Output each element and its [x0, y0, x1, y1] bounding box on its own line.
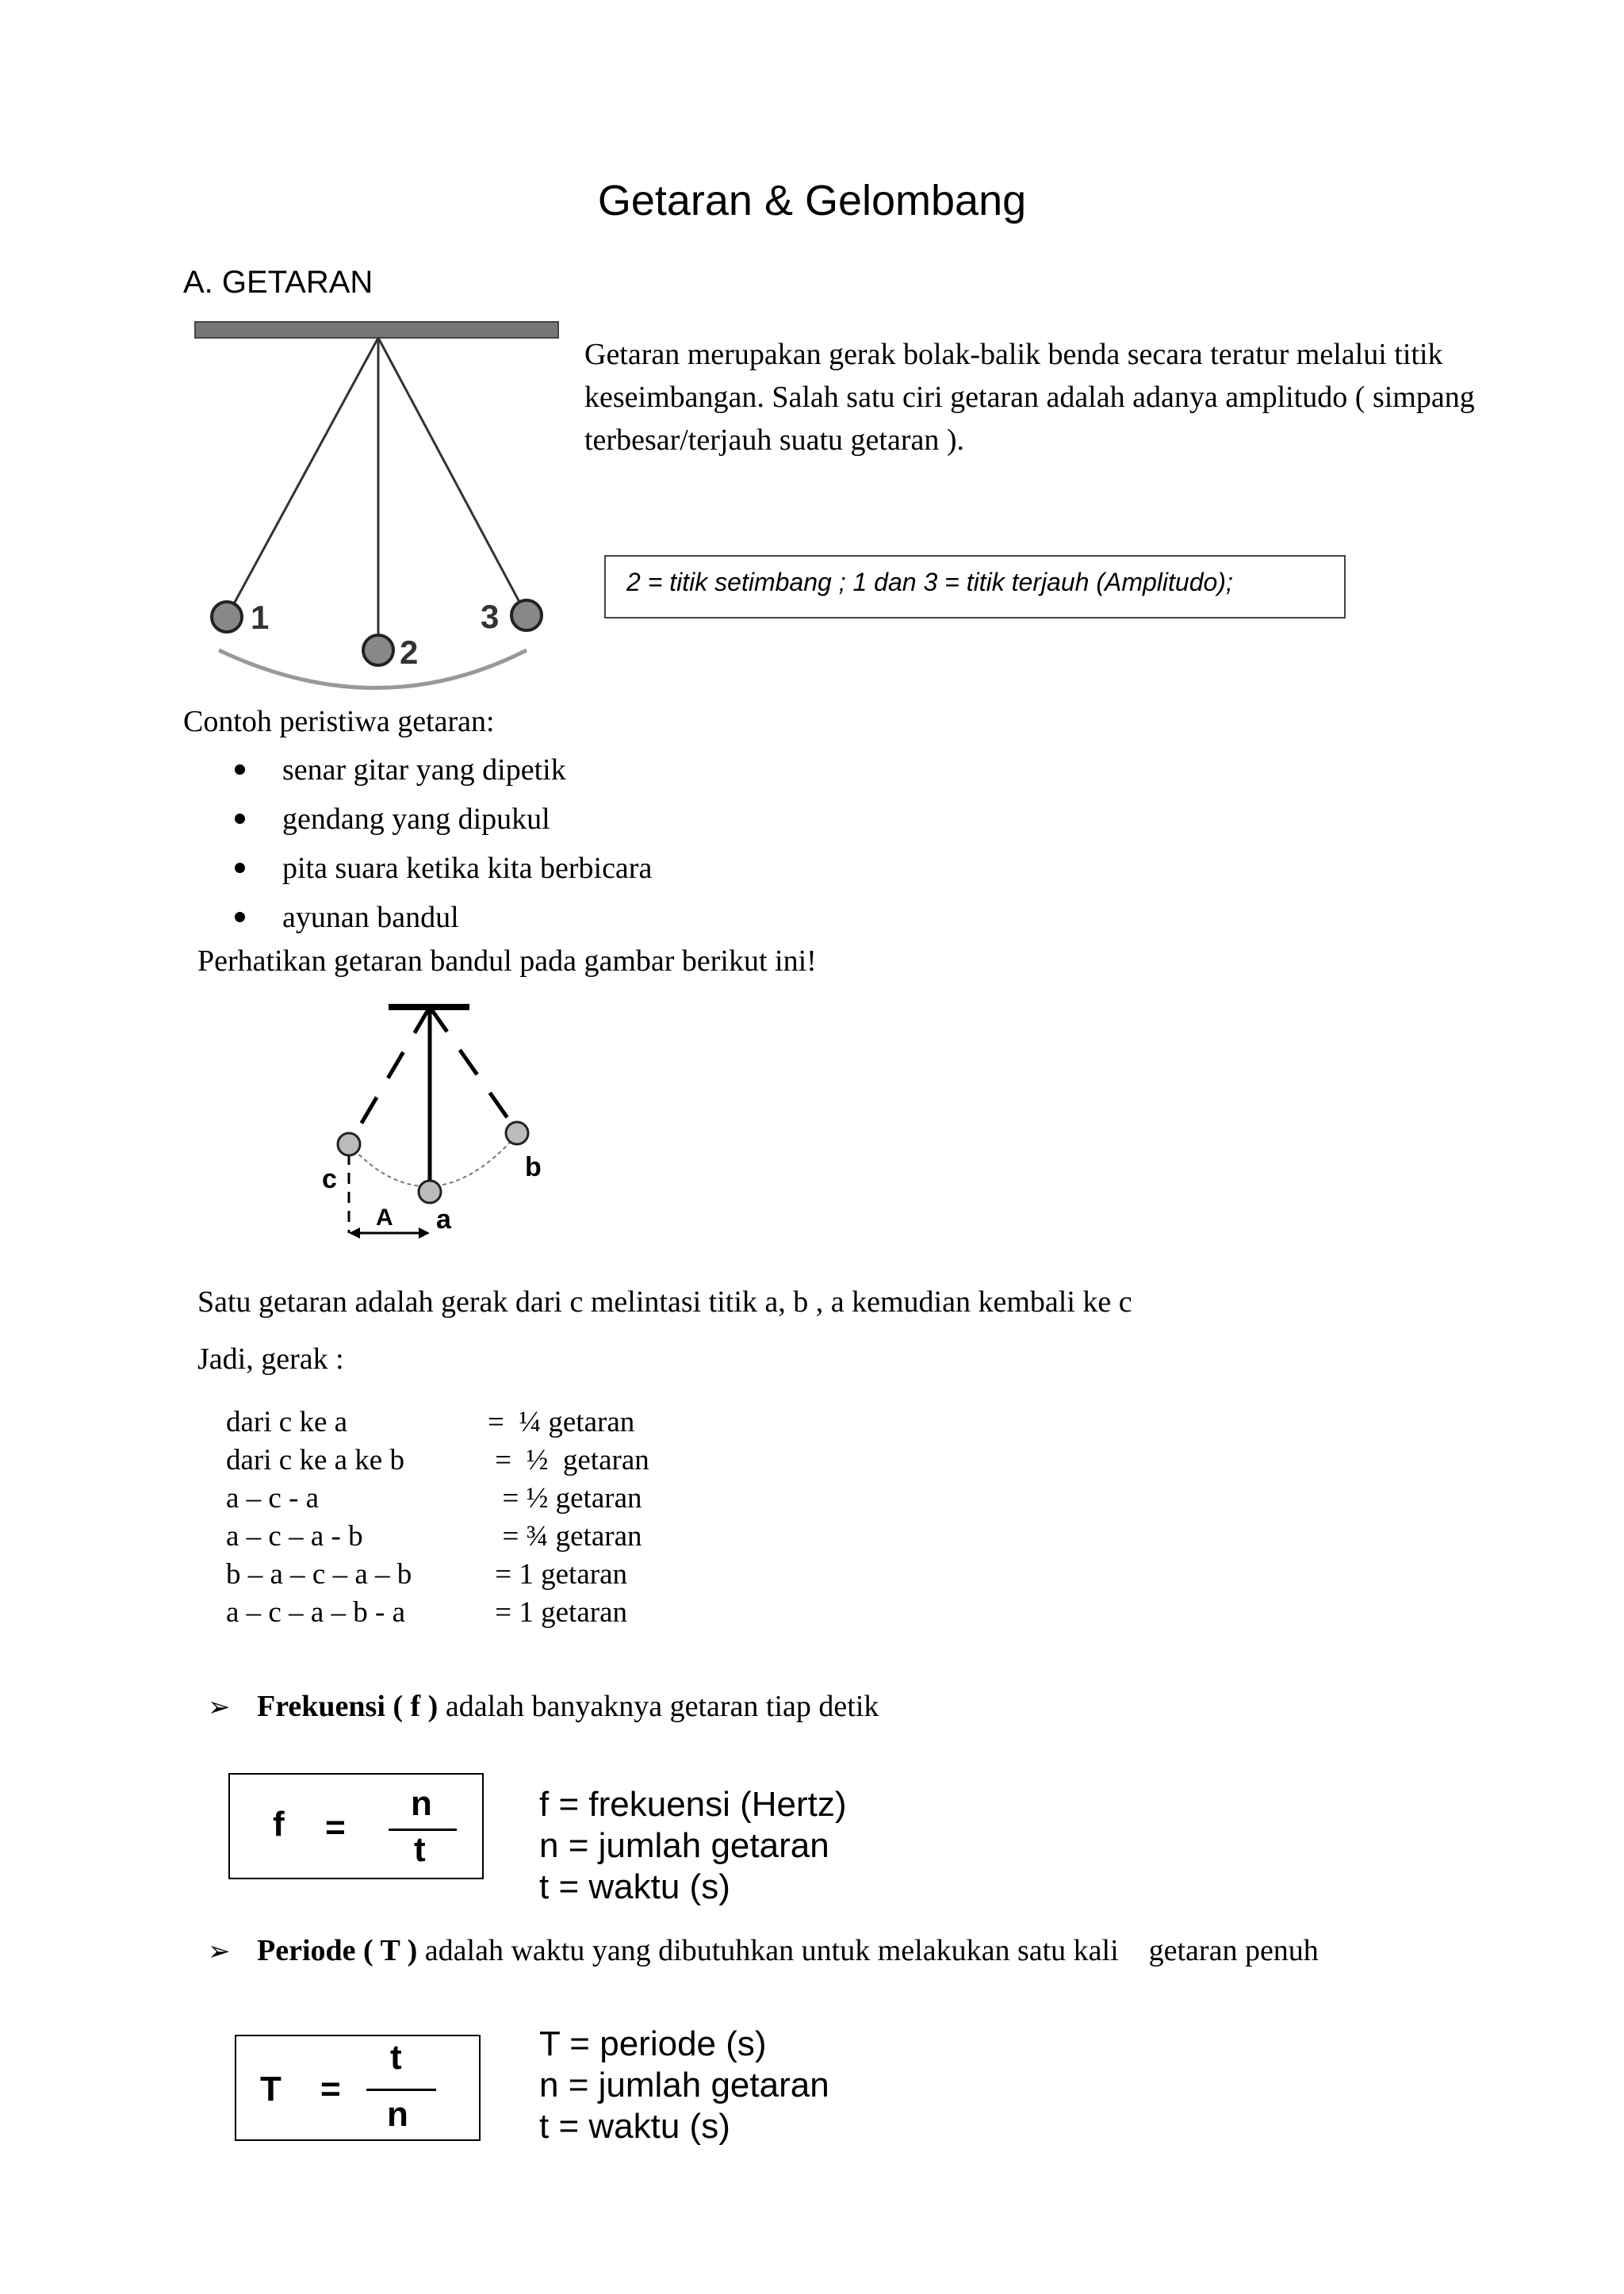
table-row: dari c ke a ke b = ½ getaran [226, 1444, 649, 1476]
pendulum-bob-1 [212, 602, 242, 632]
period-definition: ➢ Periode ( T ) adalah waktu yang dibutuhkan untuk melakukan satu kali getaran penuh [208, 1934, 1319, 1967]
pendulum-label-3: 3 [481, 598, 500, 635]
table-row: b – a – c – a – b = 1 getaran [226, 1558, 627, 1591]
formula-equals: = [320, 2070, 341, 2108]
frequency-term: Frekuensi ( f ) [257, 1690, 439, 1723]
bob-a [419, 1181, 441, 1203]
legend-line: n = jumlah getaran [539, 1826, 829, 1865]
formula-numerator: n [411, 1784, 432, 1823]
pendulum-support-bar [195, 322, 558, 338]
pendulum-abc-arc [349, 1135, 517, 1186]
formula-lhs: T [260, 2070, 282, 2108]
period-legend [539, 2024, 829, 2147]
legend-line: n = jumlah getaran [539, 2066, 829, 2104]
table-row: dari c ke a = ¼ getaran [226, 1406, 635, 1438]
label-amplitude: A [376, 1204, 393, 1231]
motion-table [226, 1404, 649, 1632]
legend-line: t = waktu (s) [539, 1867, 730, 1906]
bob-b [506, 1122, 528, 1144]
pendulum-abc-diagram [309, 995, 579, 1257]
list-item: senar gitar yang dipetik [228, 745, 652, 795]
formula-numerator: t [390, 2038, 402, 2077]
table-row: a – c – a – b - a = 1 getaran [226, 1596, 627, 1629]
therefore-label: Jadi, gerak : [197, 1342, 344, 1376]
label-b: b [525, 1152, 542, 1182]
examples-heading: Contoh peristiwa getaran: [183, 705, 495, 738]
list-item: pita suara ketika kita berbicara [228, 844, 652, 893]
bob-c [338, 1133, 360, 1155]
pendulum-string-right [378, 338, 527, 615]
one-vibration-definition: Satu getaran adalah gerak dari c melintasi titik a, b , a kemudian kembali ke c [197, 1285, 1132, 1319]
label-c: c [322, 1164, 337, 1194]
fraction-bar [366, 2089, 436, 2091]
observe-instruction: Perhatikan getaran bandul pada gambar berikut ini! [197, 944, 817, 978]
bullet-icon [235, 863, 245, 873]
frequency-formula-box [228, 1773, 484, 1879]
table-row: a – c – a - b = ¾ getaran [226, 1520, 642, 1553]
pendulum-abc-string-right [430, 1007, 517, 1132]
amplitude-arrow-right-head [419, 1227, 430, 1239]
bullet-icon [235, 912, 245, 922]
pendulum-label-1: 1 [251, 599, 270, 636]
amplitude-note-box [604, 555, 1346, 618]
formula-equals: = [325, 1808, 346, 1847]
pendulum-bob-2 [363, 635, 393, 665]
list-item: ayunan bandul [228, 893, 652, 942]
page-title: Getaran & Gelombang [597, 177, 1027, 224]
pendulum-abc-string-left [350, 1007, 430, 1142]
arrow-bullet-icon: ➢ [208, 1936, 231, 1967]
examples-list [228, 745, 652, 942]
legend-line: T = periode (s) [539, 2024, 767, 2063]
amplitude-note-text: 2 = titik setimbang ; 1 dan 3 = titik terjauh (Amplitudo); [626, 568, 1233, 596]
label-a: a [436, 1204, 451, 1235]
frequency-legend [539, 1784, 847, 1908]
pendulum-string-left [227, 338, 378, 617]
period-term: Periode ( T ) [257, 1934, 418, 1967]
list-item: gendang yang dipukul [228, 795, 652, 844]
pendulum-label-2: 2 [400, 634, 419, 671]
amplitude-arrow-left-head [349, 1227, 360, 1239]
legend-line: f = frekuensi (Hertz) [539, 1785, 847, 1824]
table-row: a – c - a = ½ getaran [226, 1482, 642, 1515]
formula-denominator: t [414, 1830, 426, 1869]
pendulum-diagram [187, 317, 560, 694]
intro-paragraph: Getaran merupakan gerak bolak-balik benda secara teratur melalui titik keseimbangan. Salah satu ciri getaran adalah adanya amplitudo ( simpang terbesar/terjauh suatu getaran ). [584, 338, 1475, 457]
formula-denominator: n [387, 2095, 408, 2134]
formula-lhs: f [273, 1805, 285, 1844]
section-heading-getaran: A. GETARAN [183, 265, 373, 300]
pendulum-bob-3 [511, 600, 542, 630]
legend-line: t = waktu (s) [539, 2107, 730, 2146]
bullet-icon [235, 814, 245, 824]
period-formula-box [235, 2035, 481, 2141]
frequency-definition: ➢ Frekuensi ( f ) adalah banyaknya getaran tiap detik [208, 1690, 879, 1723]
arrow-bullet-icon: ➢ [208, 1691, 231, 1723]
bullet-icon [235, 764, 245, 775]
